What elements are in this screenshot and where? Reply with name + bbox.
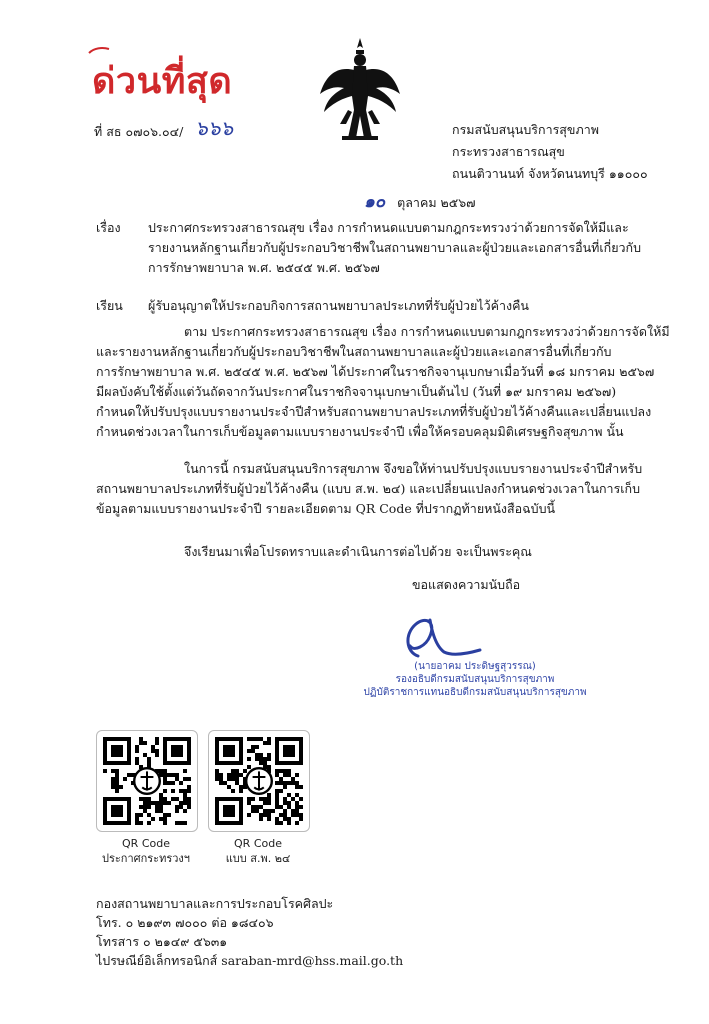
address-line: ถนนติวานนท์ จังหวัดนนทบุรี ๑๑๐๐๐ <box>452 166 648 181</box>
body-line: การรักษาพยาบาล พ.ศ. ๒๕๔๕ พ.ศ. ๒๕๖๗ ได้ประกาศในราชกิจจานุเบกษาเมื่อวันที่ ๑๘ มกราคม ๒๕๖๗ <box>96 364 655 379</box>
body-line: ในการนี้ กรมสนับสนุนบริการสุขภาพ จึงขอให้ท่านปรับปรุงแบบรายงานประจำปีสำหรับ <box>184 461 643 476</box>
qr-code-announcement[interactable] <box>96 730 198 832</box>
department-name: กองสถานพยาบาลและการประกอบโรคศิลปะ <box>96 896 334 911</box>
email-address[interactable]: ไปรษณีย์อิเล็กทรอนิกส์ saraban-mrd@hss.mail.go.th <box>96 953 404 968</box>
qr-caption-line: แบบ ส.พ. ๒๔ <box>225 852 291 865</box>
date-month-year: ตุลาคม ๒๕๖๗ <box>397 195 476 210</box>
qr-code-icon <box>215 737 303 825</box>
body-line: กำหนดให้ปรับปรุงแบบรายงานประจำปีสำหรับสถานพยาบาลประเภทที่รับผู้ป่วยไว้ค้างคืนและเปลี่ยนแปลง <box>96 404 652 419</box>
document-number-handwritten: ๖๖๖ <box>195 116 234 140</box>
body-line: สถานพยาบาลประเภทที่รับผู้ป่วยไว้ค้างคืน (แบบ ส.พ. ๒๔) และเปลี่ยนแปลงกำหนดช่วงเวลาในการเก็บ <box>96 481 641 496</box>
qr-code-icon <box>103 737 191 825</box>
address-line: กรมสนับสนุนบริการสุขภาพ <box>452 122 599 137</box>
contact-block <box>96 894 403 970</box>
subject-line: รายงานหลักฐานเกี่ยวกับผู้ประกอบวิชาชีพในสถานพยาบาลและผู้ป่วยและเอกสารอื่นที่เกี่ยวกับ <box>148 240 642 255</box>
signatory-name: (นายอาคม ประดิษฐสุวรรณ) <box>414 661 536 672</box>
body-line: กำหนดช่วงเวลาในการเก็บข้อมูลตามแบบรายงานประจำปี เพื่อให้ครอบคลุมมิติเศรษฐกิจสุขภาพ นั้น <box>96 424 624 439</box>
subject-line: การรักษาพยาบาล พ.ศ. ๒๕๔๕ พ.ศ. ๒๕๖๗ <box>148 260 380 275</box>
date-day-handwritten: ๑๐ <box>364 192 386 212</box>
body-line: ข้อมูลตามแบบรายงานประจำปี รายละเอียดตาม QR Code ที่ปรากฏท้ายหนังสือฉบับนี้ <box>96 501 556 516</box>
body-paragraph-3: จึงเรียนมาเพื่อโปรดทราบและดำเนินการต่อไปด้วย จะเป็นพระคุณ <box>184 544 532 559</box>
qr-caption-line: QR Code <box>234 837 282 850</box>
subject-label: เรื่อง <box>96 220 121 235</box>
qr-caption <box>84 836 208 866</box>
signatory-title: ปฏิบัติราชการแทนอธิบดีกรมสนับสนุนบริการสุขภาพ <box>363 687 587 698</box>
signatory-block <box>360 660 590 699</box>
qr-caption <box>196 836 320 866</box>
sender-address <box>452 120 648 186</box>
urgency-stamp: ด่วนที่สุด <box>92 61 233 102</box>
document-date <box>364 192 476 213</box>
closing-phrase: ขอแสดงความนับถือ <box>412 577 521 592</box>
document-number: ที่ สธ ๐๗๐๖.๐๔/ <box>94 124 184 139</box>
body-line: และรายงานหลักฐานเกี่ยวกับผู้ประกอบวิชาชีพในสถานพยาบาลและผู้ป่วยและเอกสารอื่นที่เกี่ยวกับ <box>96 344 612 359</box>
qr-code-form[interactable] <box>208 730 310 832</box>
address-line: กระทรวงสาธารณสุข <box>452 144 565 159</box>
recipient-text: ผู้รับอนุญาตให้ประกอบกิจการสถานพยาบาลประเภทที่รับผู้ป่วยไว้ค้างคืน <box>148 298 529 313</box>
body-paragraph-2 <box>96 459 642 519</box>
phone-number: โทร. ๐ ๒๑๙๓ ๗๐๐๐ ต่อ ๑๘๔๐๖ <box>96 915 274 930</box>
recipient-label: เรียน <box>96 298 123 313</box>
signatory-title: รองอธิบดีกรมสนับสนุนบริการสุขภาพ <box>395 674 555 685</box>
fax-number: โทรสาร ๐ ๒๑๔๙ ๕๖๓๑ <box>96 934 228 949</box>
garuda-emblem-icon <box>318 36 402 146</box>
body-paragraph-1 <box>96 322 670 442</box>
subject-line: ประกาศกระทรวงสาธารณสุข เรื่อง การกำหนดแบบตามกฎกระทรวงว่าด้วยการจัดให้มีและ <box>148 220 629 235</box>
body-line: มีผลบังคับใช้ตั้งแต่วันถัดจากวันประกาศในราชกิจจานุเบกษาเป็นต้นไป (วันที่ ๑๙ มกราคม ๒๕๖๗) <box>96 384 617 399</box>
body-line: ตาม ประกาศกระทรวงสาธารณสุข เรื่อง การกำหนดแบบตามกฎกระทรวงว่าด้วยการจัดให้มี <box>184 324 670 339</box>
qr-caption-line: QR Code <box>122 837 170 850</box>
qr-caption-line: ประกาศกระทรวงฯ <box>102 852 190 865</box>
handwritten-signature <box>396 612 482 662</box>
subject-text <box>148 218 641 278</box>
